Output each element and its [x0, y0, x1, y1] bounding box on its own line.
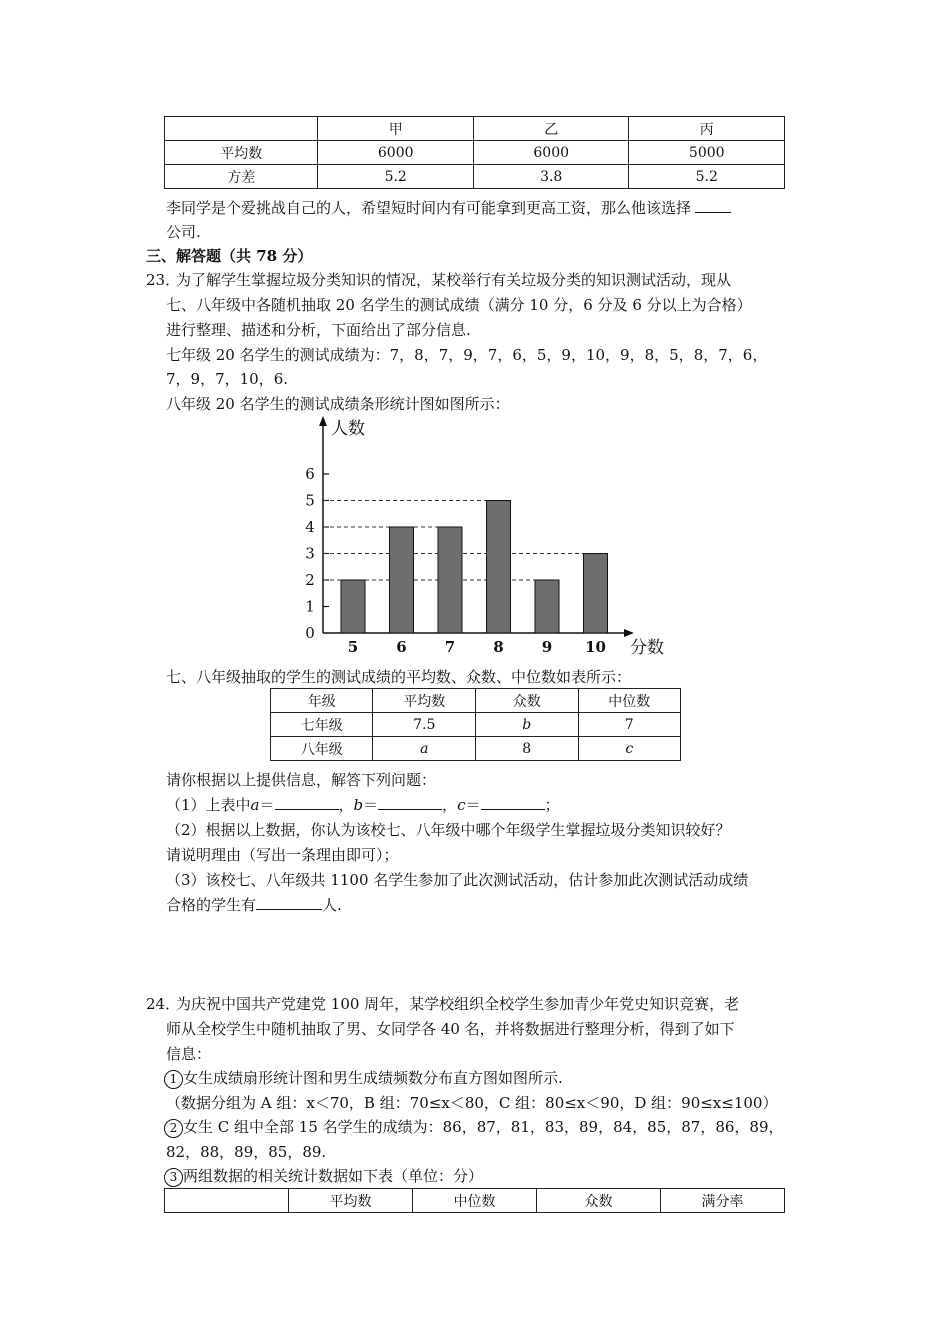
info-2-cont: 82，88，89，85，89.	[166, 1143, 327, 1161]
table-row	[165, 165, 785, 189]
table-cell: a	[373, 737, 476, 761]
q22-text-line	[166, 198, 731, 218]
x-tick-label: 6	[396, 638, 407, 656]
y-tick-label: 3	[305, 544, 315, 563]
x-axis-title: 分数	[630, 638, 664, 658]
question-number: 24．	[146, 995, 181, 1013]
q22-text-line2: 公司.	[166, 223, 201, 241]
separator: ，	[338, 796, 354, 814]
bar	[341, 580, 365, 633]
bar	[390, 527, 414, 633]
y-tick-label: 0	[305, 624, 315, 642]
answer-blank	[695, 198, 731, 213]
info-2	[164, 1117, 784, 1138]
sub-question-1	[166, 795, 560, 815]
bar	[584, 554, 608, 634]
circled-number-icon: 3	[164, 1168, 183, 1187]
x-tick-label: 10	[585, 638, 606, 656]
table-cell: 6000	[318, 141, 474, 165]
prompt: 请你根据以上提供信息，解答下列问题：	[166, 771, 437, 789]
y-tick-label: 6	[305, 465, 315, 483]
sub-question-3-cont	[166, 895, 342, 915]
table-header-row	[271, 689, 681, 713]
table-header-row	[165, 117, 785, 141]
equals: ＝	[363, 796, 379, 814]
q24-intro-line: 信息：	[166, 1045, 212, 1063]
bar	[535, 580, 559, 633]
q23-intro-line: 为了解学生掌握垃圾分类知识的情况，某校举行有关垃圾分类的知识测试活动，现从	[176, 271, 732, 289]
separator: ，	[442, 796, 458, 814]
table-header-cell: 中位数	[413, 1189, 537, 1213]
x-tick-label: 9	[541, 638, 553, 656]
q23-intro-line: 进行整理、描述和分析，下面给出了部分信息.	[166, 321, 471, 339]
table-row	[165, 141, 785, 165]
table-intro: 七、八年级抽取的学生的测试成绩的平均数、众数、中位数如表所示：	[166, 668, 632, 686]
table-header-cell: 甲	[318, 117, 474, 141]
info-2-text: 女生 C 组中全部 15 名学生的成绩为：86，87，81，83，89，84，85，87，86，89，	[183, 1118, 784, 1136]
equals: ＝	[465, 796, 481, 814]
bar-chart	[290, 414, 680, 664]
grade7-data-line: 七年级 20 名学生的测试成绩为：7，8，7，9，7，6，5，9，10，9，8，5，8，7，6，	[166, 346, 768, 364]
table-header-cell: 满分率	[661, 1189, 785, 1213]
answer-blank	[275, 795, 339, 810]
sub3-prefix: 合格的学生有	[166, 896, 257, 914]
table-corner-cell	[165, 1189, 289, 1213]
q23-intro-line: 七、八年级中各随机抽取 20 名学生的测试成绩（满分 10 分，6 分及 6 分以上为合格）	[166, 296, 752, 314]
info-1-text: 女生成绩扇形统计图和男生成绩频数分布直方图如图所示.	[183, 1069, 563, 1087]
answer-blank	[256, 895, 322, 910]
grade8-intro: 八年级 20 名学生的测试成绩条形统计图如图所示：	[166, 395, 510, 413]
table-header-row	[165, 1189, 785, 1213]
circled-number-icon: 1	[164, 1070, 183, 1089]
row-label: 平均数	[165, 141, 318, 165]
x-axis-arrow	[624, 629, 634, 637]
table-cell: 3.8	[473, 165, 629, 189]
sub-question-2: （2）根据以上数据，你认为该校七、八年级中哪个年级学生掌握垃圾分类知识较好？	[166, 821, 731, 839]
section-title: 三、解答题（共 78 分）	[146, 247, 313, 265]
bar	[438, 527, 462, 633]
table-cell: 8	[476, 737, 578, 761]
sub-question-2-cont: 请说明理由（写出一条理由即可）；	[166, 846, 399, 864]
y-axis-arrow	[319, 416, 327, 426]
row-label: 七年级	[271, 713, 373, 737]
table-row	[271, 737, 681, 761]
y-axis-title: 人数	[331, 419, 365, 439]
table-header-cell: 年级	[271, 689, 373, 713]
table-header-cell: 中位数	[578, 689, 681, 713]
table-cell: 5.2	[629, 165, 785, 189]
y-tick-label: 1	[305, 597, 315, 616]
answer-blank	[481, 795, 545, 810]
sub1-prefix: （1）上表中	[166, 796, 251, 814]
x-tick-label: 7	[444, 638, 456, 656]
circled-number-icon: 2	[164, 1119, 183, 1138]
info-1	[164, 1068, 563, 1089]
info-3-text: 两组数据的相关统计数据如下表（单位：分）	[183, 1167, 484, 1185]
sub-question-3: （3）该校七、八年级共 1100 名学生参加了此次测试活动，估计参加此次测试活动成绩	[166, 871, 749, 889]
x-tick-label: 5	[347, 638, 359, 656]
table-cell: 7.5	[373, 713, 476, 737]
table-header-cell: 众数	[537, 1189, 661, 1213]
var-b: b	[353, 796, 364, 814]
var-a: a	[250, 796, 260, 814]
q22-text: 李同学是个爱挑战自己的人，希望短时间内有可能拿到更高工资，那么他该选择	[166, 199, 692, 217]
q24-intro-line: 师从全校学生中随机抽取了男、女同学各 40 名，并将数据进行整理分析，得到了如下	[166, 1020, 735, 1038]
salary-table	[164, 116, 785, 189]
x-tick-label: 8	[493, 638, 504, 656]
stats-table	[270, 688, 681, 761]
table-header-cell: 平均数	[289, 1189, 413, 1213]
table-header-cell: 众数	[476, 689, 578, 713]
q24-stats-table	[164, 1188, 785, 1213]
q24-intro-line: 为庆祝中国共产党建党 100 周年，某学校组织全校学生参加青少年党史知识竞赛，老	[176, 995, 740, 1013]
equals: ＝	[259, 796, 275, 814]
table-header-cell: 乙	[473, 117, 629, 141]
row-label: 八年级	[271, 737, 373, 761]
y-tick-label: 2	[305, 571, 315, 589]
table-cell: 5.2	[318, 165, 474, 189]
row-label: 方差	[165, 165, 318, 189]
bar	[487, 501, 511, 634]
grade7-data-line: 7，9，7，10，6.	[166, 370, 289, 388]
table-header-cell: 丙	[629, 117, 785, 141]
question-number: 23．	[146, 271, 181, 289]
table-corner-cell	[165, 117, 318, 141]
y-tick-label: 4	[305, 518, 315, 536]
info-3	[164, 1166, 483, 1187]
answer-blank	[378, 795, 442, 810]
table-cell: 6000	[473, 141, 629, 165]
table-cell: 7	[578, 713, 681, 737]
table-cell: 5000	[629, 141, 785, 165]
table-cell: b	[476, 713, 578, 737]
y-tick-label: 5	[305, 491, 315, 510]
groups-note: （数据分组为 A 组：x＜70，B 组：70≤x＜80，C 组：80≤x＜90，D 组：90≤x≤100）	[166, 1094, 778, 1112]
table-cell: c	[578, 737, 681, 761]
table-row	[271, 713, 681, 737]
table-header-cell: 平均数	[373, 689, 476, 713]
end-mark: ；	[544, 796, 560, 814]
var-c: c	[457, 796, 466, 814]
sub3-suffix: 人.	[322, 896, 342, 914]
